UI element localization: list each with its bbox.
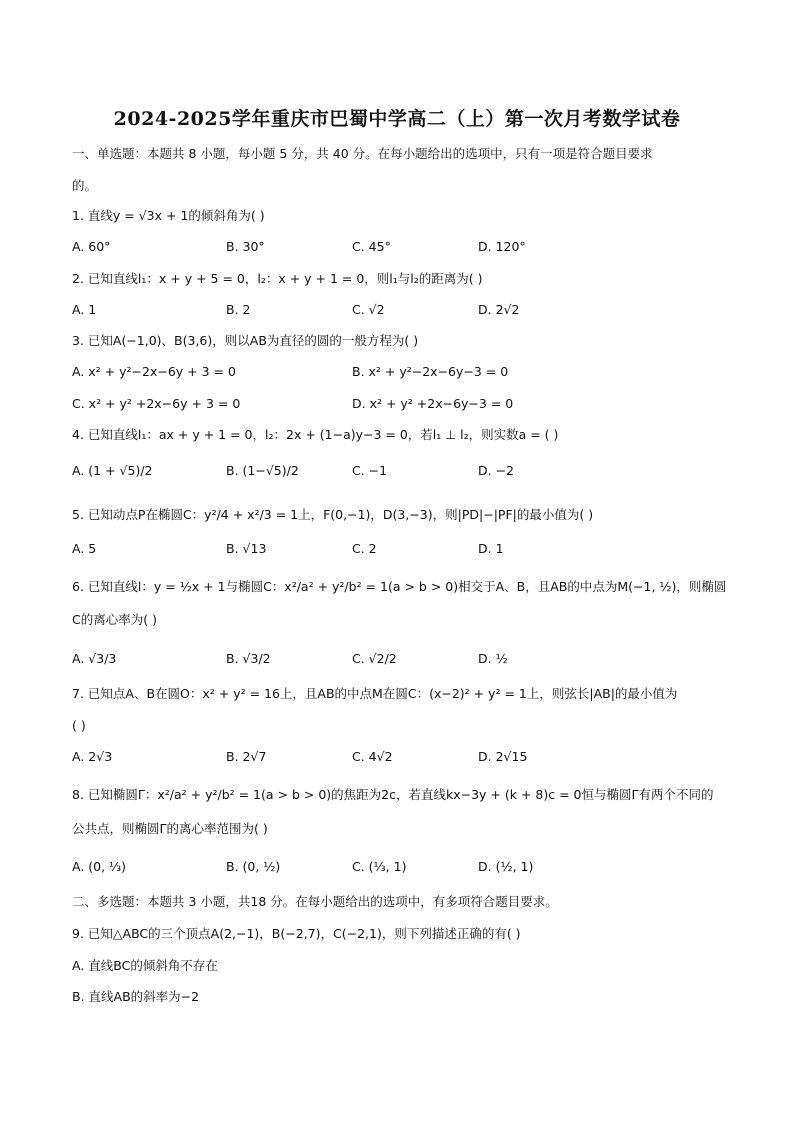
q6-stem-cont: C的离心率为( ) bbox=[72, 612, 157, 627]
q1-option-d: D. 120° bbox=[478, 239, 526, 254]
q2-option-d: D. 2√2 bbox=[478, 302, 520, 317]
section1-heading: 一、单选题：本题共 8 小题，每小题 5 分，共 40 分。在每小题给出的选项中，只有一项是符合题目要求 bbox=[72, 146, 653, 161]
q5-option-c: C. 2 bbox=[352, 541, 377, 556]
q8-option-c: C. (⅓, 1) bbox=[352, 859, 407, 874]
exam-title: 2024-2025学年重庆市巴蜀中学高二（上）第一次月考数学试卷 bbox=[113, 108, 681, 130]
q4-option-c: C. −1 bbox=[352, 463, 388, 478]
q2-option-c: C. √2 bbox=[352, 302, 385, 317]
q7-option-d: D. 2√15 bbox=[478, 749, 528, 764]
q1-option-a: A. 60° bbox=[72, 239, 111, 254]
q2-option-a: A. 1 bbox=[72, 302, 97, 317]
q7-option-c: C. 4√2 bbox=[352, 749, 393, 764]
section2-heading: 二、多选题：本题共 3 小题，共18 分。在每小题给出的选项中，有多项符合题目要求。 bbox=[72, 894, 558, 909]
q6-option-a: A. √3/3 bbox=[72, 651, 117, 666]
q8-stem-cont: 公共点，则椭圆Γ的离心率范围为( ) bbox=[72, 821, 268, 836]
q7-stem-cont: ( ) bbox=[72, 718, 86, 733]
q1-stem: 1. 直线y = √3x + 1的倾斜角为( ) bbox=[72, 208, 265, 223]
q1-option-b: B. 30° bbox=[226, 239, 265, 254]
q4-option-b: B. (1−√5)/2 bbox=[226, 463, 299, 478]
q2-stem: 2. 已知直线l₁：x + y + 5 = 0，l₂：x + y + 1 = 0，则l₁与l₂的距离为( ) bbox=[72, 271, 483, 286]
q8-option-a: A. (0, ⅓) bbox=[72, 859, 127, 874]
q8-stem: 8. 已知椭圆Γ：x²/a² + y²/b² = 1(a > b > 0)的焦距为2c，若直线kx−3y + (k + 8)c = 0恒与椭圆Γ有两个不同的 bbox=[72, 787, 714, 802]
q5-option-d: D. 1 bbox=[478, 541, 504, 556]
q3-stem: 3. 已知A(−1,0)、B(3,6)，则以AB为直径的圆的一般方程为( ) bbox=[72, 333, 419, 348]
q9-option-a: A. 直线BC的倾斜角不存在 bbox=[72, 958, 218, 973]
q1-option-c: C. 45° bbox=[352, 239, 391, 254]
q6-option-d: D. ½ bbox=[478, 651, 508, 666]
q9-option-b: B. 直线AB的斜率为−2 bbox=[72, 989, 200, 1004]
q8-option-b: B. (0, ½) bbox=[226, 859, 281, 874]
q9-stem: 9. 已知△ABC的三个顶点A(2,−1)，B(−2,7)，C(−2,1)，则下列描述正确的有( ) bbox=[72, 926, 521, 941]
q8-option-d: D. (½, 1) bbox=[478, 859, 534, 874]
q6-option-c: C. √2/2 bbox=[352, 651, 397, 666]
q3-option-d: D. x² + y² +2x−6y−3 = 0 bbox=[352, 396, 514, 411]
q4-stem: 4. 已知直线l₁：ax + y + 1 = 0，l₂：2x + (1−a)y−3 = 0，若l₁ ⊥ l₂，则实数a = ( ) bbox=[72, 427, 559, 442]
q5-stem: 5. 已知动点P在椭圆C：y²/4 + x²/3 = 1上，F(0,−1)，D(3,−3)，则|PD|−|PF|的最小值为( ) bbox=[72, 507, 594, 522]
q5-option-a: A. 5 bbox=[72, 541, 97, 556]
q6-stem: 6. 已知直线l：y = ½x + 1与椭圆C：x²/a² + y²/b² = 1(a > b > 0)相交于A、B，且AB的中点为M(−1, ½)，则椭圆 bbox=[72, 579, 727, 594]
q7-option-a: A. 2√3 bbox=[72, 749, 113, 764]
section1-heading-cont: 的。 bbox=[72, 178, 98, 193]
q7-stem: 7. 已知点A、B在圆O：x² + y² = 16上，且AB的中点M在圆C：(x−2)² + y² = 1上，则弦长|AB|的最小值为 bbox=[72, 686, 678, 701]
q3-option-a: A. x² + y²−2x−6y + 3 = 0 bbox=[72, 364, 236, 379]
q3-option-b: B. x² + y²−2x−6y−3 = 0 bbox=[352, 364, 509, 379]
q2-option-b: B. 2 bbox=[226, 302, 251, 317]
q3-option-c: C. x² + y² +2x−6y + 3 = 0 bbox=[72, 396, 241, 411]
q7-option-b: B. 2√7 bbox=[226, 749, 267, 764]
q4-option-a: A. (1 + √5)/2 bbox=[72, 463, 153, 478]
q5-option-b: B. √13 bbox=[226, 541, 267, 556]
q4-option-d: D. −2 bbox=[478, 463, 514, 478]
q6-option-b: B. √3/2 bbox=[226, 651, 271, 666]
